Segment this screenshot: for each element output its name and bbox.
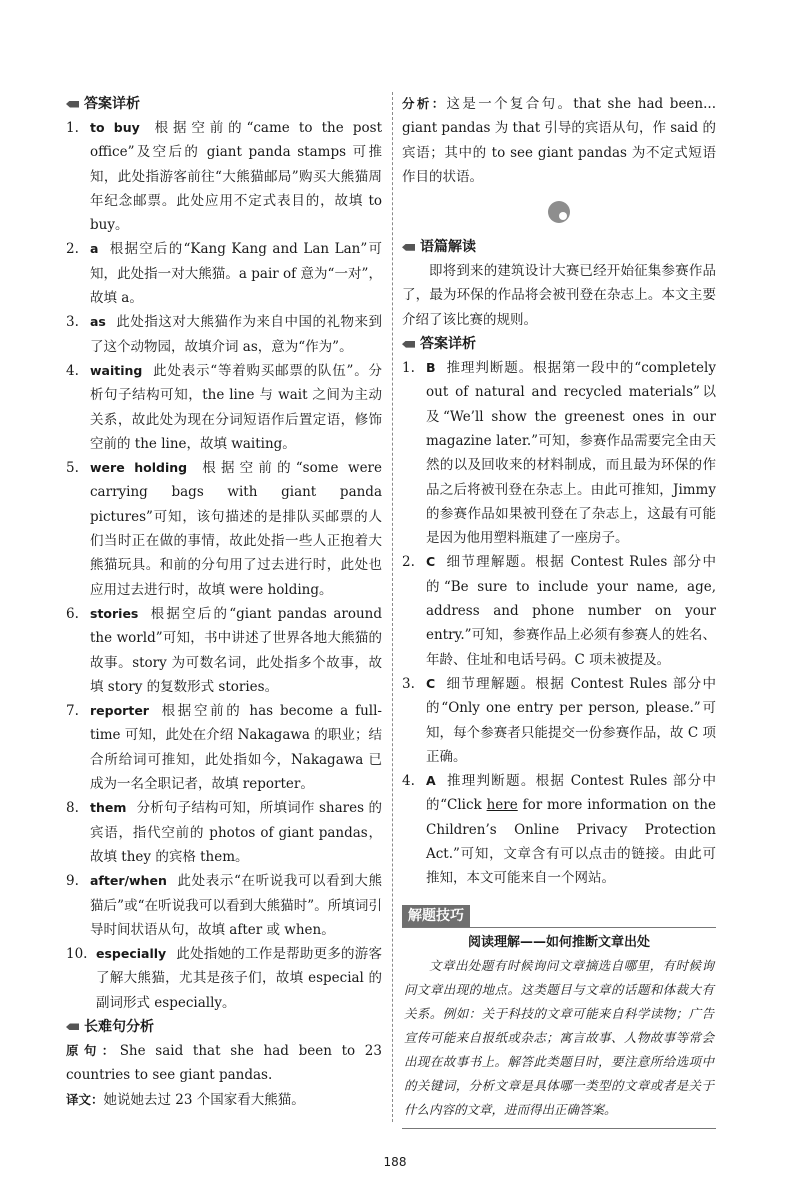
item-number: 6. (66, 605, 79, 622)
original-text: She said that she had been to 23 countries to see giant pandas. (66, 1042, 382, 1084)
reading-heading-text: 语篇解读 (420, 239, 476, 256)
answer-item (66, 602, 382, 699)
item-explanation: 细节理解题。根据 Contest Rules 部分中的“Be sure to include your name, age, address and phone number on your entry.”可知，参赛作品上必须有参赛人的姓名、年龄、住址和电话号码。C 项未被提及。 (426, 554, 716, 668)
item-explanation: 分析句子结构可知，所填词作 shares 的宾语，指代空前的 photos of giant pandas，故填 they 的宾格 them。 (90, 800, 382, 865)
item-number: 4. (402, 773, 415, 790)
item-number: 8. (66, 800, 79, 817)
item-answer: were holding (90, 460, 188, 476)
item-explanation: 此处指她的工作是帮助更多的游客了解大熊猫，尤其是孩子们，故填 especial 的副词形式 especially。 (96, 946, 382, 1011)
answer-item (66, 456, 382, 602)
item-explanation: 此处指这对大熊猫作为来自中国的礼物来到了这个动物园，故填介词 as，意为“作为”。 (90, 314, 382, 355)
item-answer: especially (96, 946, 167, 962)
right-column (402, 92, 716, 1129)
item-number: 1. (66, 120, 79, 136)
left-column (66, 92, 382, 1112)
answer-item (402, 769, 716, 890)
pencil-icon (402, 341, 415, 348)
item-explanation: 细节理解题。根据 Contest Rules 部分中的“Only one entry per person, please.”可知，每个参赛者只能提交一份参赛作品，故 C 项正确。 (426, 675, 716, 765)
answer-item (66, 116, 382, 237)
item-answer: B (426, 360, 436, 376)
answer-item (66, 310, 382, 359)
translation-label: 译文： (66, 1091, 104, 1107)
answer-item (66, 699, 382, 796)
tips-header (402, 905, 716, 928)
item-answer: waiting (90, 362, 143, 378)
pencil-icon (66, 101, 79, 108)
item-answer: stories (90, 605, 139, 621)
translation-text: 她说她去过 23 个国家看大熊猫。 (103, 1091, 305, 1108)
answer-item (66, 359, 382, 456)
item-explanation-b: for more information on the Children’s Online Privacy Protection Act.”可知，文章含有可以点击的链接。由此可推知，本文可能来自一个网站。 (426, 797, 716, 887)
answer-item (66, 237, 382, 310)
item-explanation: 此处表示“等着购买邮票的队伍”。分析句子结构可知，the line 与 wait 之间为主动关系，故此处为现在分词短语作后置定语，修饰空前的 the line，故填 waiting。 (90, 362, 382, 452)
analysis-paragraph (402, 92, 716, 189)
item-answer: C (426, 554, 436, 570)
underlined-word: here (486, 797, 518, 814)
item-number: 2. (66, 241, 79, 258)
translation-sentence (66, 1088, 382, 1112)
answers-heading (66, 92, 382, 116)
item-explanation: 推理判断题。根据第一段中的“completely out of natural and recycled materials”以及“We’ll show the greenest ones in our magazine later.”可知，参赛作品需要完全由天然的以及回收来的材料制成，而且最为环保的作品之后将被刊登在杂志上。由此可推知，Jimmy 的参赛作品如果被刊登在了杂志上，这最有可能是因为他用塑料瓶建了一座房子。 (426, 360, 716, 547)
page-number: 188 (383, 1155, 407, 1169)
item-explanation: 根据空后的“giant pandas around the world”可知，书中讲述了世界各地大熊猫的故事。story 为可数名词，此处指多个故事，故填 story 的复数形式 stories。 (90, 605, 382, 695)
answers-heading-text: 答案详析 (84, 96, 140, 112)
long-sentence-heading (66, 1015, 382, 1039)
item-number: 5. (66, 460, 79, 477)
answer-item (66, 796, 382, 869)
pencil-icon (66, 1023, 79, 1030)
tips-body: 文章出处题有时候询问文章摘选自哪里，有时候询问文章出现的地点。这类题目与文章的话题和体裁大有关系。例如：关于科技的文章可能来自科学读物；广告宣传可能来自报纸或杂志；寓言故事、人物故事等常会出现在故事书上。解答此类题目时，要注意所给选项中的关键词，分析文章是具体哪一类型的文章或者是关于什么内容的文章，进而得出正确答案。 (404, 957, 714, 1117)
section-c-icon (548, 201, 570, 223)
item-explanation: 根据空后的“Kang Kang and Lan Lan”可知，此处指一对大熊猫。a pair of 意为“一对”，故填 a。 (90, 241, 382, 307)
item-answer: reporter (90, 703, 149, 719)
item-number: 9. (66, 873, 79, 890)
tips-tag: 解题技巧 (402, 905, 470, 927)
item-answer: them (90, 800, 127, 816)
section-marker (402, 189, 716, 235)
item-answer: C (426, 675, 436, 691)
item-explanation: 此处表示“在听说我可以看到大熊猫后”或“在听说我可以看到大熊猫时”。所填词引导时间状语从句，故填 after 或 when。 (90, 873, 382, 938)
item-answer: A (426, 773, 436, 789)
item-answer: as (90, 314, 106, 330)
analysis-label: 分析： (402, 96, 447, 111)
answer-item (66, 942, 382, 1015)
item-explanation: 根据空前的“came to the post office”及空后的 giant panda stamps 可推知，此处指游客前往“大熊猫邮局”购买大熊猫周年纪念邮票。此处应用不定式表目的，故填 to buy。 (90, 120, 382, 234)
item-number: 3. (66, 314, 79, 331)
original-sentence (66, 1039, 382, 1088)
long-sentence-heading-text: 长难句分析 (84, 1018, 154, 1035)
answer-item (66, 869, 382, 942)
pencil-icon (402, 244, 415, 251)
original-label: 原句： (66, 1042, 120, 1058)
answer-item (402, 672, 716, 769)
item-number: 2. (402, 554, 415, 571)
answer-item (402, 356, 716, 550)
item-answer: after/when (90, 873, 167, 889)
item-explanation: 根据空前的“some were carrying bags with giant panda pictures”可知，该句描述的是排队买邮票的人们当时正在做的事情，故此处指一些人正抱着大熊猫玩具。和前的分句用了过去进行时，此处也应用过去进行时，故填 were holding。 (90, 460, 382, 598)
item-answer: to buy (90, 120, 140, 135)
item-explanation: 根据空前的 has become a full-time 可知，此处在介绍 Nakagawa 的职业；结合所给词可推知，此处指如今，Nakagawa 已成为一名全职记者，故填 reporter。 (90, 703, 382, 793)
analysis-text: 这是一个复合句。that she had been... giant pandas 为 that 引导的宾语从句，作 said 的宾语；其中的 to see giant pandas 为不定式短语作目的状语。 (402, 96, 716, 185)
item-answer: a (90, 241, 99, 257)
tips-box (402, 928, 716, 1129)
item-number: 1. (402, 360, 415, 377)
reading-summary: 即将到来的建筑设计大赛已经开始征集参赛作品了，最为环保的作品将会被刊登在杂志上。本文主要介绍了该比赛的规则。 (402, 263, 716, 328)
item-number: 4. (66, 362, 79, 379)
item-number: 7. (66, 703, 79, 720)
column-divider (392, 92, 393, 1122)
item-number: 10. (66, 946, 88, 963)
answers-heading-text: 答案详析 (420, 336, 476, 353)
tips-title: 阅读理解——如何推断文章出处 (467, 934, 650, 950)
item-explanation-a: 推理判断题。根据 Contest Rules 部分中的“Click (426, 773, 716, 814)
answers-heading (402, 332, 716, 356)
answer-item (402, 550, 716, 671)
item-number: 3. (402, 675, 415, 692)
reading-heading (402, 235, 716, 259)
